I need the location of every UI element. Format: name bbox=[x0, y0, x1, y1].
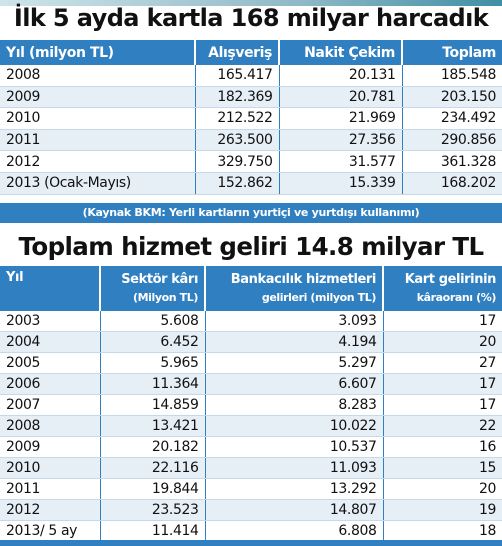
cell-service-income: 5.297 bbox=[205, 353, 383, 374]
cell-cash: 20.781 bbox=[279, 86, 402, 108]
table-row bbox=[0, 108, 502, 130]
col-header-line1: Sektör kârı bbox=[121, 271, 198, 287]
cell-service-income: 4.194 bbox=[205, 332, 383, 353]
table-row bbox=[0, 353, 502, 374]
cell-year: 2011 bbox=[0, 129, 195, 151]
cell-ratio: 20 bbox=[383, 479, 502, 500]
table-row bbox=[0, 458, 502, 479]
table-row bbox=[0, 479, 502, 500]
table-row bbox=[0, 416, 502, 437]
table-row bbox=[0, 521, 502, 542]
table1-header-row bbox=[0, 40, 502, 65]
cell-year: 2010 bbox=[0, 458, 100, 479]
cell-ratio: 19 bbox=[383, 500, 502, 521]
cell-sector-profit: 23.523 bbox=[100, 500, 205, 521]
table-row bbox=[0, 86, 502, 108]
table-row bbox=[0, 151, 502, 173]
cell-ratio: 15 bbox=[383, 458, 502, 479]
cell-year: 2010 bbox=[0, 108, 195, 130]
cell-sector-profit: 11.364 bbox=[100, 374, 205, 395]
table-row bbox=[0, 172, 502, 194]
cell-total: 168.202 bbox=[402, 172, 502, 194]
cell-ratio: 17 bbox=[383, 395, 502, 416]
cell-ratio: 17 bbox=[383, 311, 502, 332]
cell-shopping: 165.417 bbox=[195, 65, 279, 86]
col-header-year bbox=[0, 266, 100, 311]
cell-cash: 27.356 bbox=[279, 129, 402, 151]
table-row bbox=[0, 332, 502, 353]
cell-cash: 31.577 bbox=[279, 151, 402, 173]
cell-sector-profit: 6.452 bbox=[100, 332, 205, 353]
cell-sector-profit: 5.965 bbox=[100, 353, 205, 374]
cell-sector-profit: 14.859 bbox=[100, 395, 205, 416]
cell-sector-profit: 11.414 bbox=[100, 521, 205, 542]
table-row bbox=[0, 65, 502, 86]
table-row bbox=[0, 395, 502, 416]
cell-year: 2006 bbox=[0, 374, 100, 395]
cell-total: 185.548 bbox=[402, 65, 502, 86]
col-header-sector-profit bbox=[100, 266, 205, 311]
cell-year: 2013/ 5 ay bbox=[0, 521, 100, 542]
table2-header-row bbox=[0, 266, 502, 311]
col-header-banking-service-income bbox=[205, 266, 383, 311]
bottom-decorative-band bbox=[0, 540, 502, 546]
cell-sector-profit: 20.182 bbox=[100, 437, 205, 458]
cell-shopping: 182.369 bbox=[195, 86, 279, 108]
cell-service-income: 14.807 bbox=[205, 500, 383, 521]
cell-shopping: 212.522 bbox=[195, 108, 279, 130]
col-header-cash-withdrawal: Nakit Çekim bbox=[279, 40, 402, 65]
cell-year: 2005 bbox=[0, 353, 100, 374]
service-income-table bbox=[0, 266, 502, 542]
cell-total: 234.492 bbox=[402, 108, 502, 130]
cell-service-income: 3.093 bbox=[205, 311, 383, 332]
col-header-shopping: Alışveriş bbox=[195, 40, 279, 65]
cell-shopping: 329.750 bbox=[195, 151, 279, 173]
cell-sector-profit: 13.421 bbox=[100, 416, 205, 437]
col-header-total: Toplam bbox=[402, 40, 502, 65]
col-header-line2: gelirleri (milyon TL) bbox=[261, 290, 376, 304]
cell-shopping: 263.500 bbox=[195, 129, 279, 151]
cell-service-income: 6.607 bbox=[205, 374, 383, 395]
cell-cash: 15.339 bbox=[279, 172, 402, 194]
cell-cash: 20.131 bbox=[279, 65, 402, 86]
cell-year: 2007 bbox=[0, 395, 100, 416]
cell-cash: 21.969 bbox=[279, 108, 402, 130]
cell-shopping: 152.862 bbox=[195, 172, 279, 194]
cell-year: 2009 bbox=[0, 437, 100, 458]
table-row bbox=[0, 311, 502, 332]
col-header-year-label: Yıl bbox=[6, 270, 24, 285]
cell-year: 2012 bbox=[0, 151, 195, 173]
cell-year: 2004 bbox=[0, 332, 100, 353]
table-row bbox=[0, 129, 502, 151]
cell-ratio: 22 bbox=[383, 416, 502, 437]
col-header-line1: Bankacılık hizmetleri bbox=[230, 271, 376, 287]
cell-service-income: 10.537 bbox=[205, 437, 383, 458]
cell-ratio: 20 bbox=[383, 332, 502, 353]
cell-year: 2011 bbox=[0, 479, 100, 500]
cell-ratio: 18 bbox=[383, 521, 502, 542]
col-header-line1: Kart gelirinin bbox=[404, 271, 496, 287]
card-spending-table bbox=[0, 40, 502, 195]
cell-total: 290.856 bbox=[402, 129, 502, 151]
col-header-line2: (Milyon TL) bbox=[132, 290, 198, 304]
cell-ratio: 27 bbox=[383, 353, 502, 374]
cell-year: 2003 bbox=[0, 311, 100, 332]
col-header-line2: kâraoranı (%) bbox=[416, 290, 496, 304]
col-header-card-income-ratio bbox=[383, 266, 502, 311]
cell-year: 2013 (Ocak-Mayıs) bbox=[0, 172, 195, 194]
table-row bbox=[0, 437, 502, 458]
cell-total: 361.328 bbox=[402, 151, 502, 173]
cell-service-income: 13.292 bbox=[205, 479, 383, 500]
cell-ratio: 16 bbox=[383, 437, 502, 458]
cell-service-income: 8.283 bbox=[205, 395, 383, 416]
cell-ratio: 17 bbox=[383, 374, 502, 395]
cell-service-income: 10.022 bbox=[205, 416, 383, 437]
cell-year: 2012 bbox=[0, 500, 100, 521]
cell-sector-profit: 5.608 bbox=[100, 311, 205, 332]
table-row bbox=[0, 500, 502, 521]
source-note: (Kaynak BKM: Yerli kartların yurtiçi ve yurtdışı kullanımı) bbox=[0, 203, 502, 223]
cell-year: 2008 bbox=[0, 416, 100, 437]
table1-title: İlk 5 ayda kartla 168 milyar harcadık bbox=[13, 4, 489, 32]
cell-total: 203.150 bbox=[402, 86, 502, 108]
cell-year: 2009 bbox=[0, 86, 195, 108]
cell-year: 2008 bbox=[0, 65, 195, 86]
table-row bbox=[0, 374, 502, 395]
table2-title: Toplam hizmet geliri 14.8 milyar TL bbox=[18, 232, 484, 261]
cell-sector-profit: 19.844 bbox=[100, 479, 205, 500]
cell-service-income: 11.093 bbox=[205, 458, 383, 479]
col-header-year: Yıl (milyon TL) bbox=[0, 40, 195, 65]
cell-service-income: 6.808 bbox=[205, 521, 383, 542]
cell-sector-profit: 22.116 bbox=[100, 458, 205, 479]
